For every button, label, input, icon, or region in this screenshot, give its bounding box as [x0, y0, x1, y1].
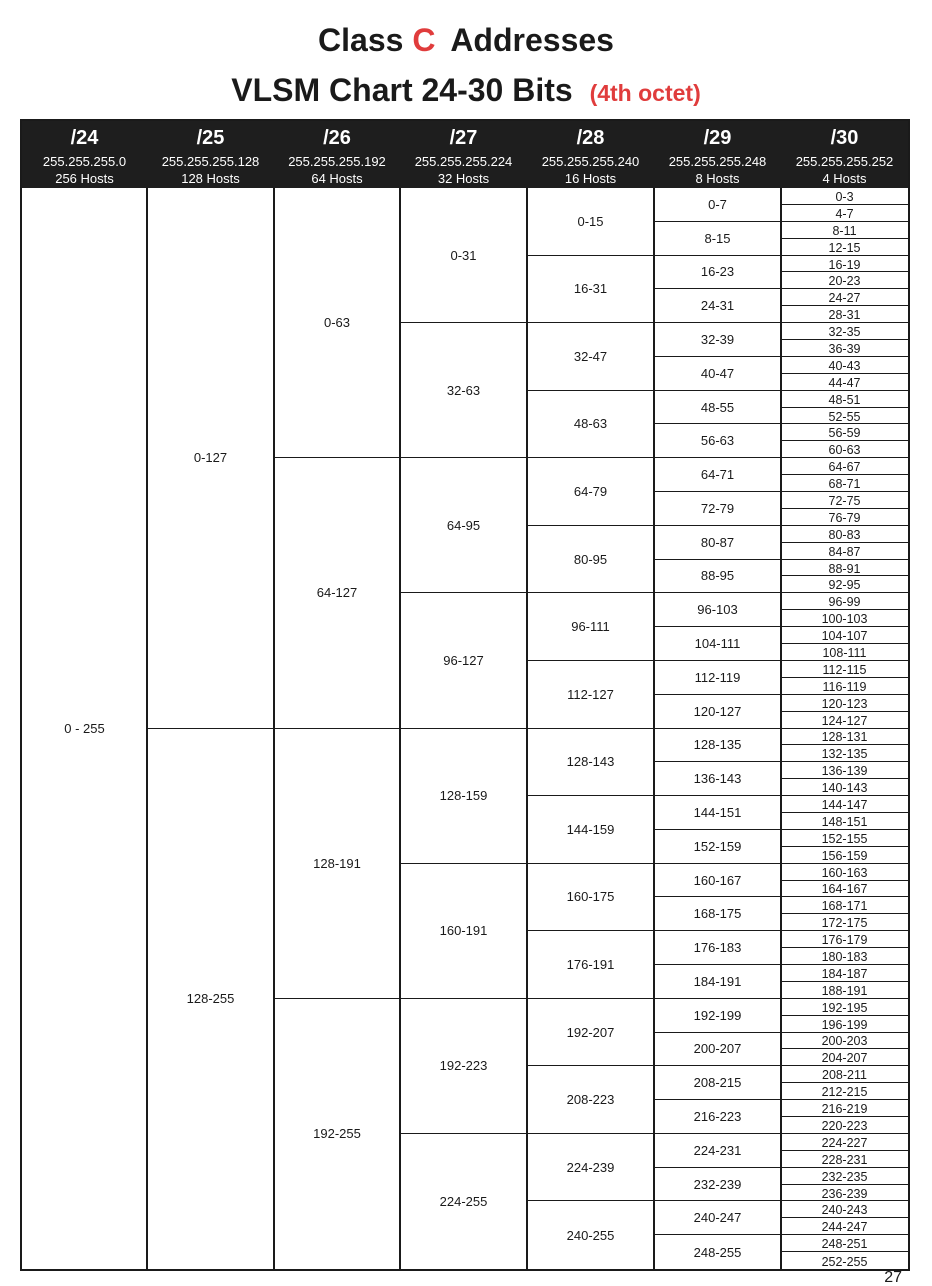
- range-cell-29: 8-15: [654, 222, 781, 256]
- range-cell-30: 80-83: [781, 526, 908, 543]
- range-cell-30: 0-3: [781, 188, 908, 205]
- header-col-24: [22, 121, 147, 188]
- range-cell-30: 112-115: [781, 661, 908, 678]
- range-cell-29: 48-55: [654, 391, 781, 425]
- range-cell-29: 80-87: [654, 526, 781, 560]
- range-cell-30: 72-75: [781, 492, 908, 509]
- header-col-29: [654, 121, 781, 188]
- range-cell-30: 8-11: [781, 222, 908, 239]
- header-col-27: [400, 121, 527, 188]
- header-col-25: [147, 121, 274, 188]
- range-cell-29: 136-143: [654, 762, 781, 796]
- range-cell-30: 116-119: [781, 678, 908, 695]
- range-cell-28: 48-63: [527, 391, 654, 459]
- range-cell-30: 84-87: [781, 543, 908, 560]
- range-cell-28: 112-127: [527, 661, 654, 729]
- range-cell-30: 88-91: [781, 560, 908, 577]
- range-cell-30: 236-239: [781, 1185, 908, 1202]
- range-cell-30: 76-79: [781, 509, 908, 526]
- header-cidr: /25: [196, 127, 225, 149]
- range-cell-28: 16-31: [527, 256, 654, 324]
- range-cell-27: 32-63: [400, 323, 527, 458]
- range-cell-27: 96-127: [400, 593, 527, 728]
- range-cell-30: 144-147: [781, 796, 908, 813]
- range-cell-30: 16-19: [781, 256, 908, 273]
- range-cell-30: 228-231: [781, 1151, 908, 1168]
- range-cell-29: 144-151: [654, 796, 781, 830]
- header-hosts: 128 Hosts: [181, 171, 240, 186]
- range-cell-30: 36-39: [781, 340, 908, 357]
- header-col-30: [781, 121, 908, 188]
- title-suffix: Addresses: [450, 22, 614, 58]
- header-mask: 255.255.255.192: [288, 154, 386, 169]
- range-cell-28: 80-95: [527, 526, 654, 594]
- range-cell-30: 196-199: [781, 1016, 908, 1033]
- range-cell-27: 64-95: [400, 458, 527, 593]
- range-cell-29: 240-247: [654, 1201, 781, 1235]
- range-cell-26: 0-63: [274, 188, 400, 458]
- header-hosts: 8 Hosts: [695, 171, 740, 186]
- header-mask: 255.255.255.240: [541, 154, 640, 169]
- header-mask: 255.255.255.224: [414, 154, 513, 169]
- range-cell-24: 0 - 255: [64, 721, 105, 736]
- range-cell-30: 180-183: [781, 948, 908, 965]
- range-cell-30: 220-223: [781, 1117, 908, 1134]
- header-mask: 255.255.255.248: [668, 154, 767, 169]
- range-cell-28: 144-159: [527, 796, 654, 864]
- range-cell-28: 192-207: [527, 999, 654, 1067]
- range-cell-26: 192-255: [313, 1126, 361, 1142]
- range-cell-30: 148-151: [781, 813, 908, 830]
- header-col-26: [274, 121, 400, 188]
- range-cell-30: 184-187: [781, 965, 908, 982]
- range-cell-30: 240-243: [781, 1201, 908, 1218]
- range-cell-28: 224-239: [527, 1134, 654, 1202]
- range-cell-30: 60-63: [781, 441, 908, 458]
- header-hosts: 16 Hosts: [564, 171, 617, 186]
- range-cell-29: 152-159: [654, 830, 781, 864]
- header-hosts: 64 Hosts: [311, 171, 363, 186]
- header-mask: 255.255.255.128: [161, 154, 260, 169]
- subtitle-note: (4th octet): [589, 80, 701, 106]
- range-cell-30: 68-71: [781, 475, 908, 492]
- range-cell-30: 176-179: [781, 931, 908, 948]
- range-cell-29: 40-47: [654, 357, 781, 391]
- range-cell-29: 88-95: [654, 560, 781, 594]
- range-cell-28: 240-255: [566, 1227, 615, 1243]
- range-cell-30: 252-255: [821, 1254, 868, 1269]
- range-cell-30: 12-15: [781, 239, 908, 256]
- range-cell-28: 64-79: [527, 458, 654, 526]
- range-cell-30: 164-167: [781, 881, 908, 898]
- range-cell-29: 0-7: [654, 188, 781, 222]
- range-cell-29: 16-23: [654, 256, 781, 290]
- header-cidr: /28: [576, 127, 605, 149]
- range-cell-30: 24-27: [781, 289, 908, 306]
- title-prefix: Class: [318, 22, 404, 58]
- page-subtitle: [0, 68, 932, 112]
- range-cell-28: 128-143: [527, 729, 654, 797]
- range-cell-28: 176-191: [527, 931, 654, 999]
- range-cell-30: 92-95: [781, 576, 908, 593]
- range-cell-30: 188-191: [781, 982, 908, 999]
- range-cell-30: 244-247: [781, 1218, 908, 1235]
- range-cell-25: 128-255: [186, 991, 235, 1007]
- range-cell-30: 132-135: [781, 745, 908, 762]
- range-cell-30: 248-251: [781, 1235, 908, 1252]
- header-cidr: /30: [830, 127, 859, 149]
- range-cell-30: 56-59: [781, 424, 908, 441]
- range-cell-29: 128-135: [654, 729, 781, 763]
- range-cell-30: 64-67: [781, 458, 908, 475]
- range-cell-29: 72-79: [654, 492, 781, 526]
- range-cell-30: 140-143: [781, 779, 908, 796]
- range-cell-30: 124-127: [781, 712, 908, 729]
- range-cell-26: 64-127: [274, 458, 400, 728]
- range-cell-29: 64-71: [654, 458, 781, 492]
- vlsm-chart: [22, 121, 908, 1269]
- range-cell-30: 100-103: [781, 610, 908, 627]
- range-cell-30: 120-123: [781, 695, 908, 712]
- range-cell-29: 120-127: [654, 695, 781, 729]
- range-cell-30: 224-227: [781, 1134, 908, 1151]
- header-mask: 255.255.255.252: [795, 154, 894, 169]
- range-cell-30: 192-195: [781, 999, 908, 1016]
- range-cell-29: 176-183: [654, 931, 781, 965]
- range-cell-30: 48-51: [781, 391, 908, 408]
- range-cell-30: 20-23: [781, 272, 908, 289]
- range-cell-30: 4-7: [781, 205, 908, 222]
- range-cell-29: 216-223: [654, 1100, 781, 1134]
- range-cell-30: 168-171: [781, 897, 908, 914]
- range-cell-30: 216-219: [781, 1100, 908, 1117]
- subtitle-text: VLSM Chart 24-30 Bits: [231, 72, 573, 108]
- range-cell-30: 232-235: [781, 1168, 908, 1185]
- header-cidr: /24: [70, 127, 99, 149]
- range-cell-28: 96-111: [527, 593, 654, 661]
- range-cell-30: 204-207: [781, 1049, 908, 1066]
- range-cell-30: 104-107: [781, 627, 908, 644]
- title-class-letter: C: [412, 22, 436, 58]
- range-cell-27: 224-255: [439, 1193, 488, 1209]
- page-title: [0, 18, 932, 62]
- range-cell-28: 160-175: [527, 864, 654, 932]
- range-cell-29: 104-111: [654, 627, 781, 661]
- range-cell-29: 200-207: [654, 1033, 781, 1067]
- range-cell-30: 28-31: [781, 306, 908, 323]
- range-cell-30: 212-215: [781, 1083, 908, 1100]
- range-cell-29: 160-167: [654, 864, 781, 898]
- range-cell-30: 160-163: [781, 864, 908, 881]
- range-cell-27: 0-31: [400, 188, 527, 323]
- range-cell-27: 160-191: [400, 864, 527, 999]
- range-cell-30: 44-47: [781, 374, 908, 391]
- range-cell-28: 0-15: [527, 188, 654, 256]
- range-cell-30: 136-139: [781, 762, 908, 779]
- range-cell-30: 156-159: [781, 847, 908, 864]
- page-number: 27: [884, 1269, 902, 1286]
- range-cell-30: 152-155: [781, 830, 908, 847]
- range-cell-25: 0-127: [147, 188, 274, 729]
- range-cell-26: 128-191: [274, 729, 400, 999]
- range-cell-30: 52-55: [781, 408, 908, 425]
- range-cell-29: 24-31: [654, 289, 781, 323]
- range-cell-29: 224-231: [654, 1134, 781, 1168]
- range-cell-30: 96-99: [781, 593, 908, 610]
- range-cell-29: 168-175: [654, 897, 781, 931]
- range-cell-30: 208-211: [781, 1066, 908, 1083]
- range-cell-29: 112-119: [654, 661, 781, 695]
- header-cidr: /27: [449, 127, 478, 149]
- header-mask: 255.255.255.0: [42, 154, 127, 169]
- range-cell-29: 32-39: [654, 323, 781, 357]
- header-hosts: 4 Hosts: [822, 171, 867, 186]
- header-hosts: 32 Hosts: [437, 171, 490, 186]
- range-cell-30: 40-43: [781, 357, 908, 374]
- range-cell-29: 192-199: [654, 999, 781, 1033]
- header-cidr: /26: [323, 127, 351, 149]
- range-cell-29: 56-63: [654, 424, 781, 458]
- range-cell-30: 128-131: [781, 729, 908, 746]
- range-cell-27: 128-159: [400, 729, 527, 864]
- range-cell-30: 200-203: [781, 1033, 908, 1050]
- range-cell-29: 248-255: [693, 1244, 742, 1260]
- range-cell-29: 232-239: [654, 1168, 781, 1202]
- range-cell-29: 96-103: [654, 593, 781, 627]
- range-cell-27: 192-223: [400, 999, 527, 1134]
- range-cell-30: 172-175: [781, 914, 908, 931]
- header-cidr: /29: [703, 127, 732, 149]
- header-col-28: [527, 121, 654, 188]
- range-cell-29: 208-215: [654, 1066, 781, 1100]
- range-cell-30: 108-111: [781, 644, 908, 661]
- range-cell-28: 32-47: [527, 323, 654, 391]
- range-cell-28: 208-223: [527, 1066, 654, 1134]
- range-cell-30: 32-35: [781, 323, 908, 340]
- header-hosts: 256 Hosts: [55, 171, 114, 186]
- range-cell-29: 184-191: [654, 965, 781, 999]
